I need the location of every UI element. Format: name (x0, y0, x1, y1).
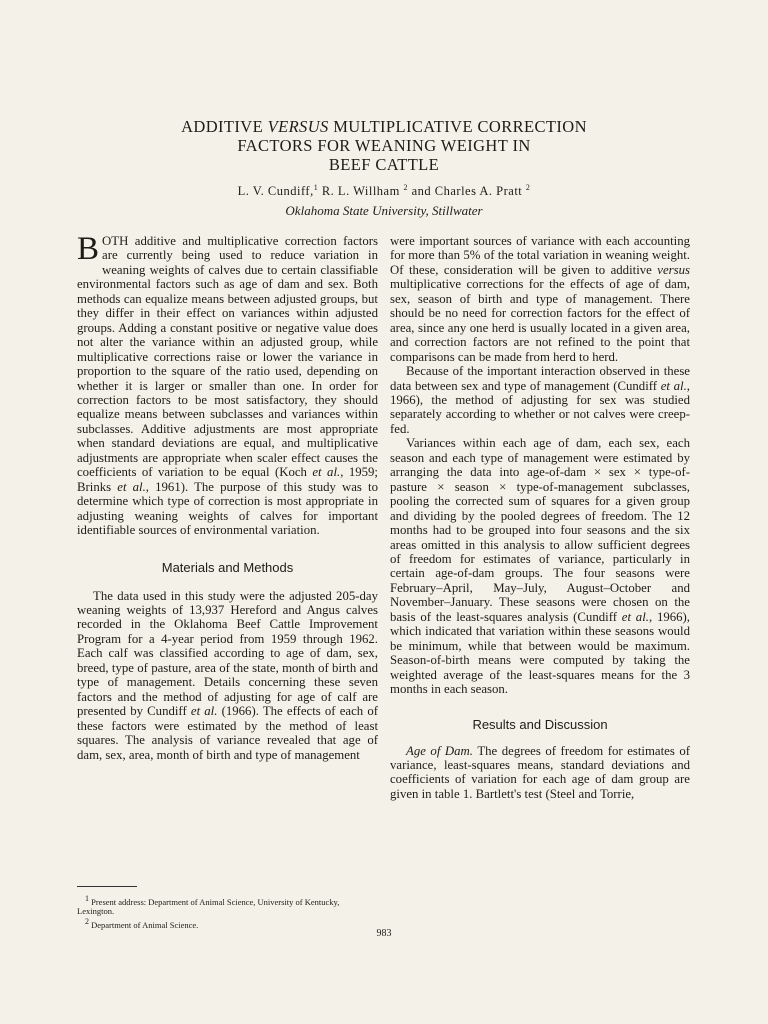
article-title (100, 117, 668, 174)
continued-paragraph: were important sources of variance with each accounting for more than 5% of the total variation in weaning weight. Of these, consideration will be given to additive versus multiplicative corrections for the effects of age of dam, sex, season of birth and type of management. There should be no need for correction factors for the effect of area, since any one herd is usually located in a given area, and correction factors are not refined to the point that comparisons can be made from herd to herd. (390, 234, 690, 364)
title-line-2: FACTORS FOR WEANING WEIGHT IN (237, 136, 531, 155)
title-line-1: ADDITIVE VERSUS MULTIPLICATIVE CORRECTION (181, 117, 587, 136)
age-of-dam-paragraph: Age of Dam. The degrees of freedom for estimates of variance, least-squares means, standard deviations and coefficients of variation for each age of dam group are given in table 1. Bartlett's test (Steel and Torrie, (390, 743, 691, 801)
footnote-2: $^2$ Department of Animal Science. (85, 916, 199, 930)
author-list: L. V. Cundiff,$^1$ R. L. Willham $^2$ and Charles A. Pratt $^2$ (237, 183, 531, 199)
section-heading-results: Results and Discussion (472, 716, 608, 732)
affiliation: Oklahoma State University, Stillwater (285, 203, 483, 218)
left-column (77, 231, 378, 762)
page-number: 983 (376, 928, 392, 939)
footnotes (77, 894, 378, 930)
right-column (390, 234, 690, 801)
intro-paragraph: BOTH additive and multiplicative correction factors are currently being used to reduce variation in weaning weights of calves due to certain classifiable environmental factors such as age of dam and sex. Both methods can equalize means between adjusted groups, but they differ in their effect on variances within adjusted groups. Adding a constant positive or negative value does not alter the variance within an adjusted group, while multiplicative corrections raise or lower the variance in proportion to the square of the ratio used, depending on whether it is larger or smaller than one. In order for correction factors to be most satisfactory, they should equalize means between subclasses and variances within subclasses. Additive adjustments are most appropriate when standard deviations are equal, and multiplicative adjustments are appropriate when scaler effect causes the coefficients of variation to be equal (Koch et al., 1959; Brinks et al., 1961). The purpose of this study was to determine which type of correction is most appropriate in adjusting weaning weights of calves for important identifiable sources of environmental variation. (77, 231, 378, 538)
title-line-3: BEEF CATTLE (328, 155, 440, 174)
sex-management-paragraph: Because of the important interaction observed in these data between sex and type of management (Cundiff et al., 1966), the method of adjusting for sex was studied separately according to whether or not calves were creep-fed. (390, 364, 690, 436)
variances-paragraph: Variances within each age of dam, each sex, each season and each type of management were estimated by arranging the data into age-of-dam × sex × type-of-pasture × season × type-of-management subclasses, pooling the corrected sum of squares for a given group and dividing by the pooled degrees of freedom. The 12 months had to be grouped into four seasons and the six areas omitted in this analysis to allow sufficient degrees of freedom for estimates of variance, particularly in certain age-of-dam groups. The four seasons were February–April, May–July, August–October and November–January. These seasons were chosen on the basis of the least-squares analysis (Cundiff et al., 1966), which indicated that variation within these seasons would be minimum, while that between would be maximum. Season-of-birth means were computed by taking the weighted average of the least-squares means for the 3 months in each season. (390, 436, 691, 697)
methods-paragraph: The data used in this study were the adjusted 205-day weaning weights of 13,937 Hereford and Angus calves recorded in the Oklahoma Beef Cattle Improvement Program for a 4-year period from 1959 through 1962. Each calf was classified according to age of dam, sex, breed, type of pasture, area of the state, month of birth and type of management. Details concerning these seven factors and the method of adjusting for age of calf are presented by Cundiff et al. (1966). The effects of each of these factors were estimated by the method of least squares. The analysis of variance revealed that age of dam, sex, area, month of birth and type of management (77, 588, 378, 762)
footnote-1: $^1$ Present address: Department of Animal Science, University of Kentucky, Lexington. (77, 894, 340, 917)
drop-cap: B (77, 231, 100, 267)
section-heading-methods: Materials and Methods (161, 559, 294, 575)
footnote-divider (77, 886, 137, 887)
